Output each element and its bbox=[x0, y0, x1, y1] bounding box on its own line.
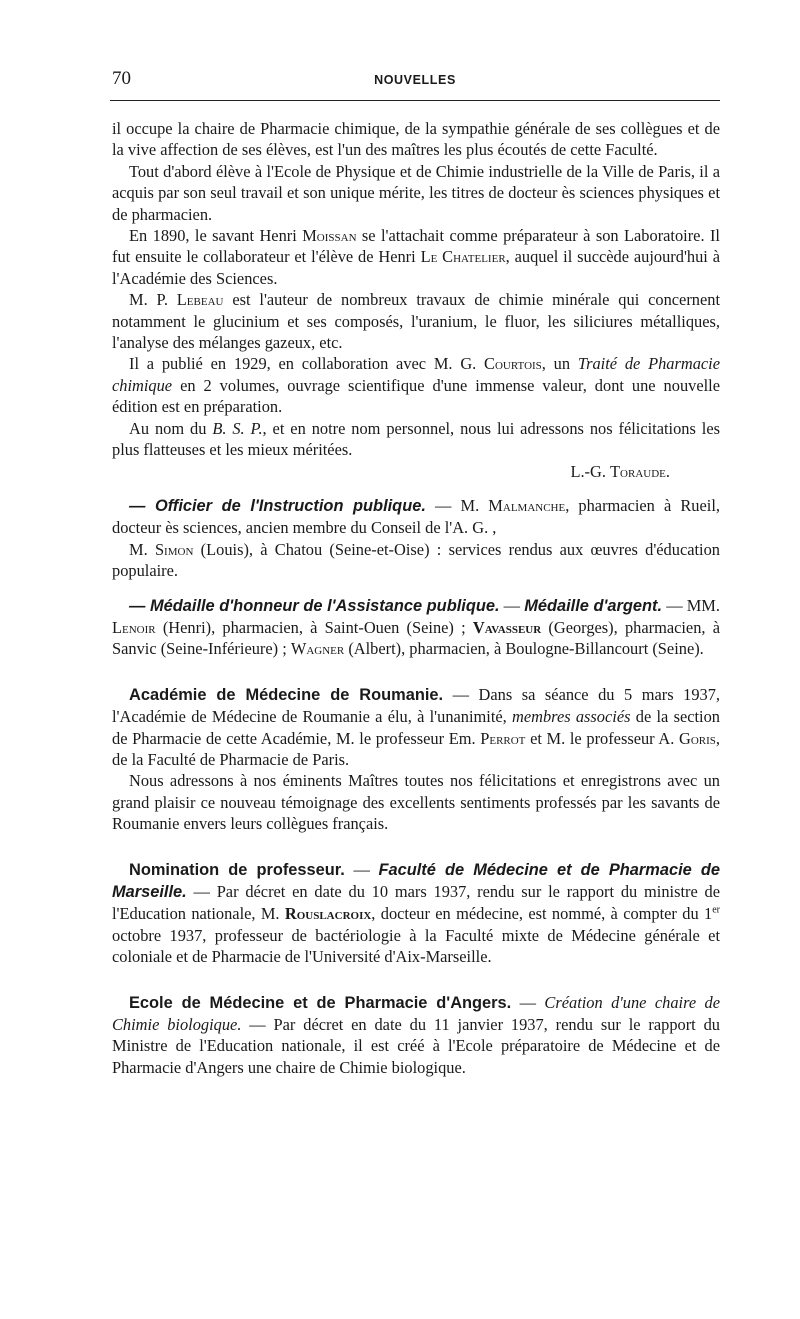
page-number: 70 bbox=[112, 68, 131, 89]
person-name: Vavasseur bbox=[472, 617, 542, 637]
section-heading: — Officier de l'Instruction publique. bbox=[129, 496, 426, 515]
person-name: Goris bbox=[678, 728, 716, 748]
section-academie-roumanie: Académie de Médecine de Roumanie. — Dans sa séance du 5 mars 1937, l'Académie de Médecine de Roumanie a élu, à l'unanimité, membres associés de la section de Pharmacie de cette Académie, M. le professeur Em. Perrot et M. le professeur A. Goris, de la Faculté de Pharmacie de Paris. bbox=[112, 684, 721, 769]
person-name: Lenoir bbox=[112, 617, 156, 637]
person-name: Malmanche bbox=[488, 495, 566, 515]
section-medaille: — Médaille d'honneur de l'Assistance publique. — Médaille d'argent. — MM. Lenoir (Henri), pharmacien, à Saint-Ouen (Seine) ; Vavasseur (Georges), pharmacien, à Sanvic (Seine-Inférieure) ; Wagner (Albert), pharmacien, à Boulogne-Billancourt (Seine). bbox=[112, 595, 720, 659]
person-name: Perrot bbox=[480, 728, 526, 748]
sub-heading: Faculté de Médecine et de Pharmacie de Marseille. bbox=[112, 860, 720, 901]
page-header bbox=[110, 66, 720, 98]
section-heading: Nomination de professeur. bbox=[129, 860, 345, 879]
running-title: NOUVELLES bbox=[374, 73, 456, 87]
section-heading: — Médaille d'honneur de l'Assistance publique. bbox=[129, 596, 500, 615]
signature: L.-G. Toraude. bbox=[570, 461, 670, 481]
section-nomination: Nomination de professeur. — Faculté de Médecine et de Pharmacie de Marseille. — Par décret en date du 10 mars 1937, rendu sur le rapport du ministre de l'Education nationale, M. Rouslacroix, docteur en médecine, est nommé, à compter du 1er octobre 1937, professeur de bactériologie à la Faculté mixte de Médecine générale et coloniale et de Pharmacie de l'Université d'Aix-Marseille. bbox=[112, 859, 720, 967]
paragraph: M. Simon (Louis), à Chatou (Seine-et-Oise) : services rendus aux œuvres d'éducation populaire. bbox=[112, 539, 720, 581]
header-rule bbox=[110, 100, 720, 101]
person-name: Le Chatelier bbox=[420, 247, 506, 267]
paragraph: En 1890, le savant Henri Moissan se l'attachait comme préparateur à son Laboratoire. Il fut ensuite le collaborateur et l'élève de Henri Le Chatelier, auquel il succède aujourd'hui à l'Académie des Sciences. bbox=[112, 226, 720, 288]
article-body bbox=[112, 118, 720, 1078]
section-heading: Académie de Médecine de Roumanie. bbox=[129, 685, 444, 704]
section-heading: Ecole de Médecine et de Pharmacie d'Angers. bbox=[129, 993, 512, 1012]
person-name: Lebeau bbox=[176, 290, 224, 310]
book-title: Traité de Pharmacie chimique bbox=[112, 354, 720, 395]
person-name: Rouslacroix bbox=[284, 904, 372, 924]
paragraph: Nous adressons à nos éminents Maîtres toutes nos félicitations et enregistrons avec un grand plaisir ce nouveau témoignage des excellents sentiments professés par les savants de Roumanie envers leurs collègues français. bbox=[112, 771, 720, 834]
section-ecole-angers: Ecole de Médecine et de Pharmacie d'Angers. — Création d'une chaire de Chimie biologique. — Par décret en date du 11 janvier 1937, rendu sur le rapport du Ministre de l'Education nationale, il est créé à l'Ecole préparatoire de Médecine et de Pharmacie d'Angers une chaire de Chimie biologique. bbox=[112, 992, 720, 1077]
paragraph: Tout d'abord élève à l'Ecole de Physique et de Chimie industrielle de la Ville de Paris, il a acquis par son seul travail et son unique mérite, les titres de docteur ès sciences physiques et de pharmacien. bbox=[112, 161, 720, 224]
paragraph: il occupe la chaire de Pharmacie chimique, de la sympathie générale de ses collègues et de la vive affection de ses élèves, est l'un des maîtres les plus écoutés de cette Faculté. bbox=[112, 119, 720, 160]
sub-heading: Création d'une chaire de Chimie biologique. bbox=[112, 992, 720, 1035]
section-officier: — Officier de l'Instruction publique. — M. Malmanche, pharmacien à Rueil, docteur ès sciences, ancien membre du Conseil de l'A. G. , bbox=[112, 495, 720, 538]
sub-heading: Médaille d'argent. bbox=[524, 596, 663, 615]
paragraph: Au nom du B. S. P., et en notre nom personnel, nous lui adressons nos félicitations les plus flatteuses et les mieux méritées. bbox=[112, 418, 720, 460]
paragraph: Il a publié en 1929, en collaboration avec M. G. Courtois, un Traité de Pharmacie chimique en 2 volumes, ouvrage scientifique d'une immense valeur, dont une nouvelle édition est en préparation. bbox=[112, 354, 720, 417]
paragraph: M. P. Lebeau est l'auteur de nombreux travaux de chimie minérale qui concernent notamment le glucinium et ses composés, l'uranium, le fluor, les siliciures métalliques, l'analyse des mélanges gazeux, etc. bbox=[112, 290, 720, 353]
person-name: Wagner bbox=[290, 639, 345, 659]
person-name: Courtois bbox=[484, 354, 542, 374]
person-name: Moissan bbox=[302, 226, 357, 246]
person-name: Simon bbox=[154, 539, 194, 559]
journal-abbrev: B. S. P. bbox=[212, 418, 263, 438]
